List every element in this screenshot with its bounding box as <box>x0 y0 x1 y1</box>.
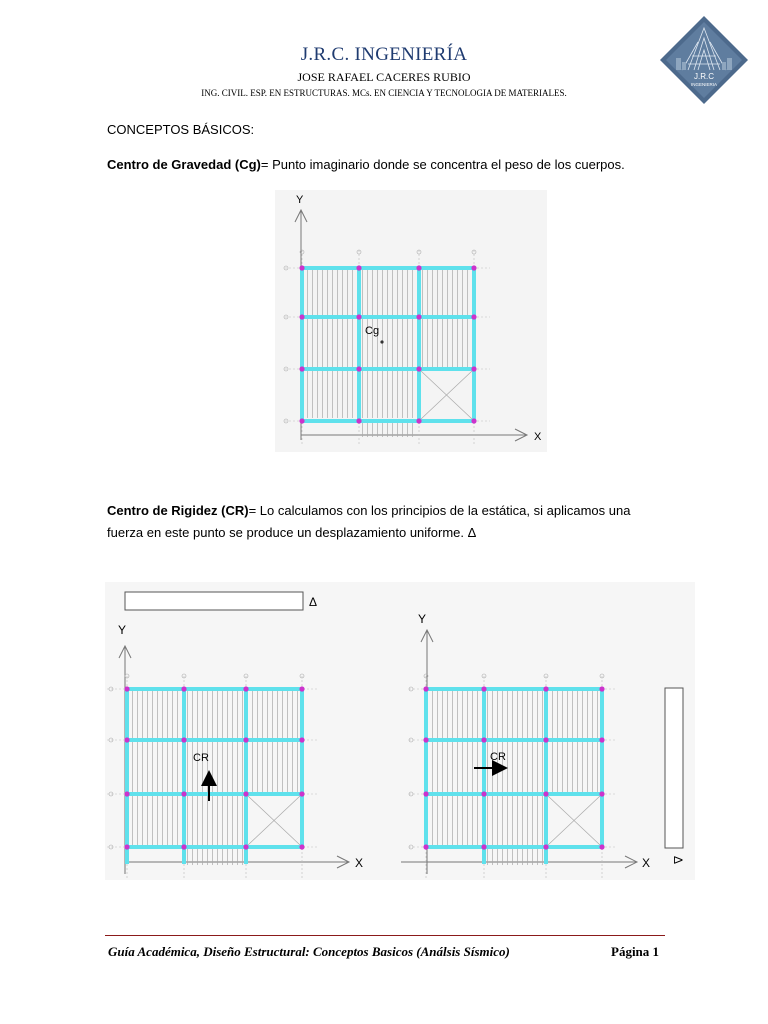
cr-floor-plans-figure <box>105 582 695 880</box>
jrc-logo <box>658 14 750 106</box>
x-axis-label-right: X <box>642 856 651 870</box>
footer-page-number: Página 1 <box>611 944 660 959</box>
cr-definition-text: = Lo calculamos con los principios de la estática, si aplicamos una fuerza en este punto se produce un desplazamiento uniforme. Δ <box>107 503 631 540</box>
displacement-bar-horizontal <box>125 592 303 610</box>
footer-document-title: Guía Académica, Diseño Estructural: Conceptos Basicos (Análsis Sísmico) <box>108 944 510 959</box>
displacement-bar-vertical <box>665 688 683 848</box>
cg-definition-text: = Punto imaginario donde se concentra el peso de los cuerpos. <box>260 157 625 172</box>
logo-text-bottom: INGENIERIA <box>690 82 718 87</box>
cg-term: Centro de Gravedad (Cg) <box>107 157 261 172</box>
cg-definition-paragraph <box>107 154 667 176</box>
cr-term: Centro de Rigidez (CR) <box>107 503 249 518</box>
delta-label-left: Δ <box>309 595 318 609</box>
cr-label-left: CR <box>193 752 209 764</box>
header-title: J.R.C. INGENIERÍA <box>300 44 468 65</box>
cr-definition-paragraph <box>107 500 657 544</box>
logo-text-top: J.R.C <box>694 72 714 81</box>
footer-rule <box>105 935 665 936</box>
cg-point <box>380 340 383 343</box>
cg-floor-plan-figure <box>275 190 547 452</box>
cr-plan-left <box>107 592 363 878</box>
delta-label-right: Δ <box>671 855 685 865</box>
y-axis-label-left: Y <box>118 623 127 637</box>
cg-label: Cg <box>365 325 380 337</box>
y-axis-label-right: Y <box>418 612 427 626</box>
cr-plan-right <box>401 612 685 878</box>
x-axis-label-left: X <box>355 856 364 870</box>
y-axis-label: Y <box>296 194 304 206</box>
header-author-name: JOSE RAFAEL CACERES RUBIO <box>297 70 471 84</box>
x-axis-label: X <box>534 431 542 443</box>
section-heading: CONCEPTOS BÁSICOS: <box>107 122 255 137</box>
header-credentials: ING. CIVIL. ESP. EN ESTRUCTURAS. MCs. EN CIENCIA Y TECNOLOGIA DE MATERIALES. <box>201 88 567 98</box>
cr-label-right: CR <box>490 751 506 763</box>
